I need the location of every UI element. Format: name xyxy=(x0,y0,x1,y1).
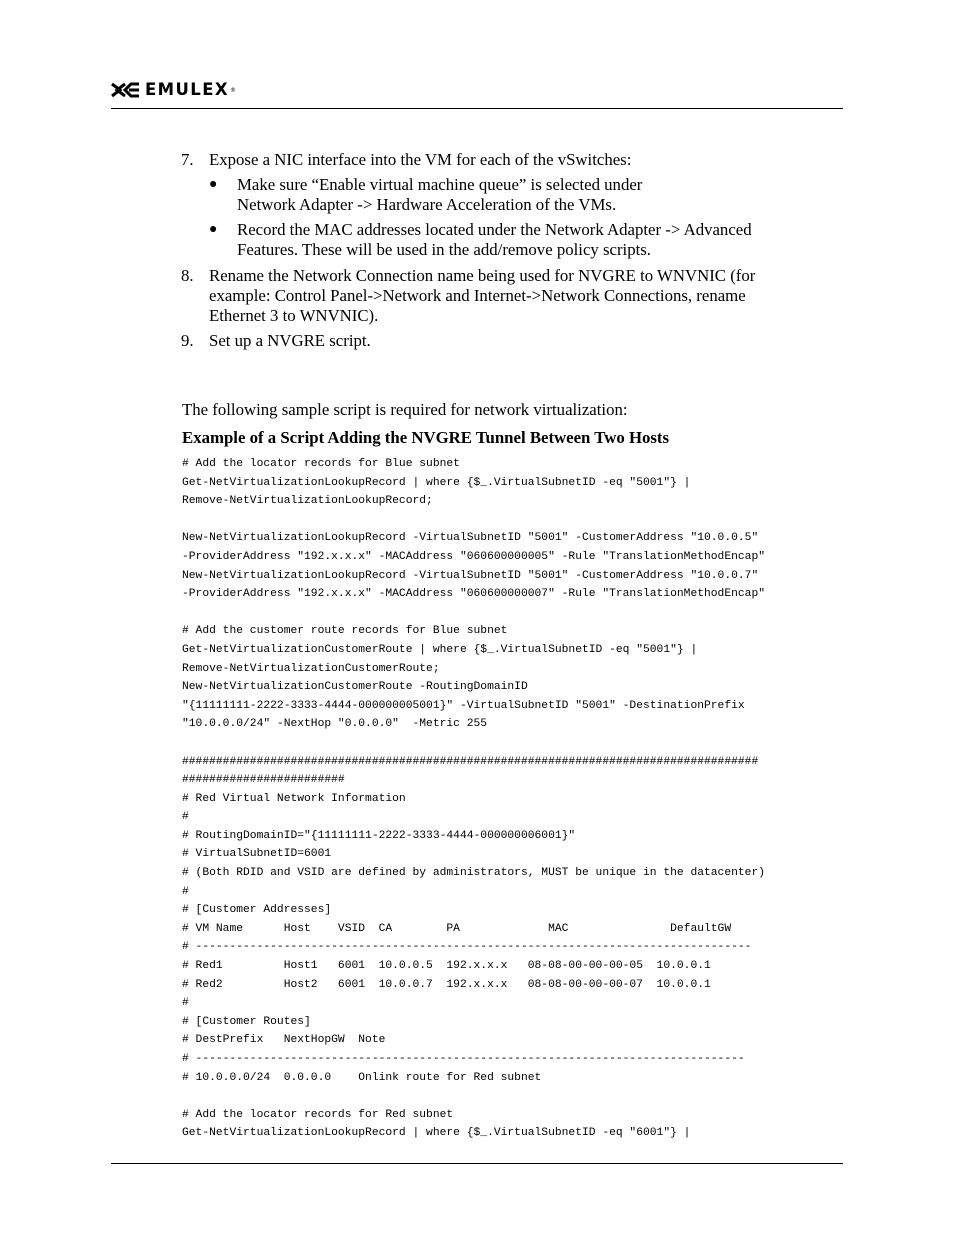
code-line xyxy=(182,1087,844,1106)
step-line: Ethernet 3 to WNVNIC). xyxy=(209,306,379,325)
code-line: # VM Name Host VSID CA PA MAC DefaultGW xyxy=(182,922,732,935)
bullet-icon: ● xyxy=(209,177,218,192)
bullet-line: Features. These will be used in the add/remove policy scripts. xyxy=(237,240,651,259)
bullet-icon: ● xyxy=(209,222,218,237)
step-text: Expose a NIC interface into the VM for each of the vSwitches: xyxy=(209,150,632,169)
code-line: New-NetVirtualizationLookupRecord -VirtualSubnetID "5001" -CustomerAddress "10.0.0.5" xyxy=(182,532,759,545)
code-line: # [Customer Addresses] xyxy=(182,904,332,917)
bullet-line: Network Adapter -> Hardware Acceleration of the VMs. xyxy=(237,195,617,214)
code-line: # xyxy=(182,997,189,1010)
emulex-mark-icon xyxy=(111,82,141,98)
code-line xyxy=(182,734,844,753)
header-rule xyxy=(111,108,843,109)
code-line: Get-NetVirtualizationLookupRecord | where {$_.VirtualSubnetID -eq "5001"} | xyxy=(182,476,691,489)
code-line: # VirtualSubnetID=6001 xyxy=(182,848,332,861)
code-line: # Red2 Host2 6001 10.0.0.7 192.x.x.x 08-08-00-00-00-07 10.0.0.1 xyxy=(182,978,711,991)
emulex-logo xyxy=(111,81,236,99)
logo-trademark: ® xyxy=(230,86,236,94)
code-line: Remove-NetVirtualizationCustomerRoute; xyxy=(182,662,440,675)
code-line: # [Customer Routes] xyxy=(182,1015,311,1028)
code-line: Get-NetVirtualizationCustomerRoute | where {$_.VirtualSubnetID -eq "5001"} | xyxy=(182,643,698,656)
code-line: New-NetVirtualizationCustomerRoute -RoutingDomainID xyxy=(182,681,528,694)
step-line: example: Control Panel->Network and Internet->Network Connections, rename xyxy=(209,286,746,305)
code-line: -ProviderAddress "192.x.x.x" -MACAddress "060600000007" -Rule "TranslationMethodEncap" xyxy=(182,588,766,601)
step-number: 9. xyxy=(181,331,194,350)
code-line: "10.0.0.0/24" -NextHop "0.0.0.0" -Metric 255 xyxy=(182,718,488,731)
code-line: # Red1 Host1 6001 10.0.0.5 192.x.x.x 08-08-00-00-00-05 10.0.0.1 xyxy=(182,960,711,973)
code-line: # RoutingDomainID="{11111111-2222-3333-4444-000000006001}" xyxy=(182,829,576,842)
code-line: # Add the customer route records for Blue subnet xyxy=(182,625,508,638)
code-line: # xyxy=(182,811,189,824)
code-line xyxy=(182,604,844,623)
code-line: # 10.0.0.0/24 0.0.0.0 Onlink route for Red subnet xyxy=(182,1071,542,1084)
example-heading: Example of a Script Adding the NVGRE Tunnel Between Two Hosts xyxy=(182,428,670,447)
code-line: # xyxy=(182,885,189,898)
code-block xyxy=(182,455,844,1143)
code-line: # (Both RDID and VSID are defined by administrators, MUST be unique in the datacenter) xyxy=(182,867,766,880)
code-line: ######################## xyxy=(182,774,345,787)
code-line: # ---------------------------------------------------------------------------------- xyxy=(182,941,752,954)
code-line: New-NetVirtualizationLookupRecord -VirtualSubnetID "5001" -CustomerAddress "10.0.0.7" xyxy=(182,569,759,582)
step-number: 7. xyxy=(181,150,194,169)
bullet-line: Record the MAC addresses located under the Network Adapter -> Advanced xyxy=(237,220,752,239)
code-line: # Add the locator records for Blue subnet xyxy=(182,458,460,470)
footer-rule xyxy=(111,1163,843,1164)
code-line: # Red Virtual Network Information xyxy=(182,792,406,805)
logo-wordmark: EMULEX xyxy=(145,80,229,99)
step-text: Set up a NVGRE script. xyxy=(209,331,371,350)
step-number: 8. xyxy=(181,266,194,285)
code-line: Get-NetVirtualizationLookupRecord | where {$_.VirtualSubnetID -eq "6001"} | xyxy=(182,1127,691,1140)
code-line: # Add the locator records for Red subnet xyxy=(182,1108,454,1121)
page-header xyxy=(111,78,843,112)
step-line: Rename the Network Connection name being used for NVGRE to WNVNIC (for xyxy=(209,266,756,285)
code-line: ##################################################################################### xyxy=(182,755,759,768)
code-line: # DestPrefix NextHopGW Note xyxy=(182,1034,386,1047)
code-line: # --------------------------------------------------------------------------------- xyxy=(182,1053,745,1065)
code-line: "{11111111-2222-3333-4444-000000005001}" -VirtualSubnetID "5001" -DestinationPrefix xyxy=(182,699,745,712)
bullet-line: Make sure “Enable virtual machine queue” is selected under xyxy=(237,175,643,194)
code-line xyxy=(182,511,844,530)
intro-paragraph: The following sample script is required for network virtualization: xyxy=(182,400,628,419)
code-line: -ProviderAddress "192.x.x.x" -MACAddress "060600000005" -Rule "TranslationMethodEncap" xyxy=(182,550,766,563)
code-line: Remove-NetVirtualizationLookupRecord; xyxy=(182,495,433,508)
